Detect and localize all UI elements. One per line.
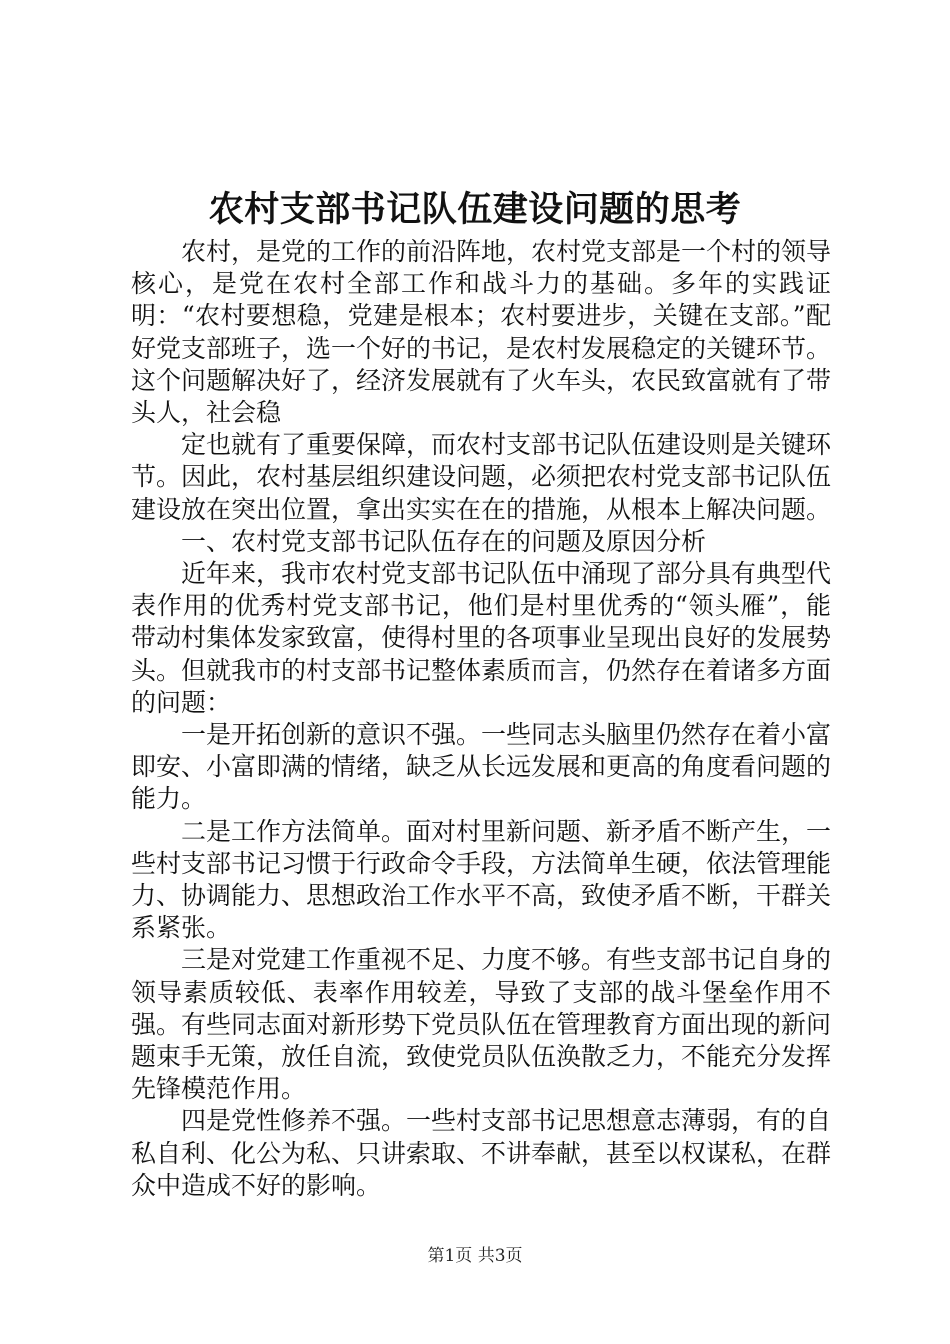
section-heading: 一、农村党支部书记队伍存在的问题及原因分析 <box>181 526 707 556</box>
page-footer: 第1页 共3页 <box>427 1246 523 1266</box>
document-title: 农村支部书记队伍建设问题的思考 <box>208 189 742 230</box>
document-body <box>131 236 831 1202</box>
paragraph-overview: 近年来，我市农村党支部书记队伍中涌现了部分具有典型代表作用的优秀村党支部书记，他们是村里优秀的“领头雁”，能带动村集体发家致富，使得村里的各项事业呈现出良好的发展势头。但就我市的村支部书记整体素质而言，仍然存在着诸多方面的问题： <box>131 559 832 717</box>
paragraph-point-one: 一是开拓创新的意识不强。一些同志头脑里仍然存在着小富即安、小富即满的情绪，缺乏从长远发展和更高的角度看问题的能力。 <box>131 720 832 814</box>
paragraph-point-three: 三是对党建工作重视不足、力度不够。有些支部书记自身的领导素质较低、表率作用较差，导致了支部的战斗堡垒作用不强。有些同志面对新形势下党员队伍在管理教育方面出现的新问题束手无策，放任自流，致使党员队伍涣散乏力，不能充分发挥先锋模范作用。 <box>131 945 832 1104</box>
paragraph-continuation: 定也就有了重要保障，而农村支部书记队伍建设则是关键环节。因此，农村基层组织建设问题，必须把农村党支部书记队伍建设放在突出位置，拿出实实在在的措施，从根本上解决问题。 <box>131 430 832 524</box>
paragraph-point-four: 四是党性修养不强。一些村支部书记思想意志薄弱，有的自私自利、化公为私、只讲索取、不讲奉献，甚至以权谋私，在群众中造成不好的影响。 <box>131 1106 832 1200</box>
paragraph-intro: 农村，是党的工作的前沿阵地，农村党支部是一个村的领导核心，是党在农村全部工作和战斗力的基础。多年的实践证明：“农村要想稳，党建是根本；农村要进步，关键在支部。”配好党支部班子，选一个好的书记，是农村发展稳定的关键环节。这个问题解决好了，经济发展就有了火车头，农民致富就有了带头人，社会稳 <box>131 237 832 428</box>
paragraph-point-two: 二是工作方法简单。面对村里新问题、新矛盾不断产生，一些村支部书记习惯于行政命令手段，方法简单生硬，依法管理能力、协调能力、思想政治工作水平不高，致使矛盾不断，干群关系紧张。 <box>131 816 832 943</box>
